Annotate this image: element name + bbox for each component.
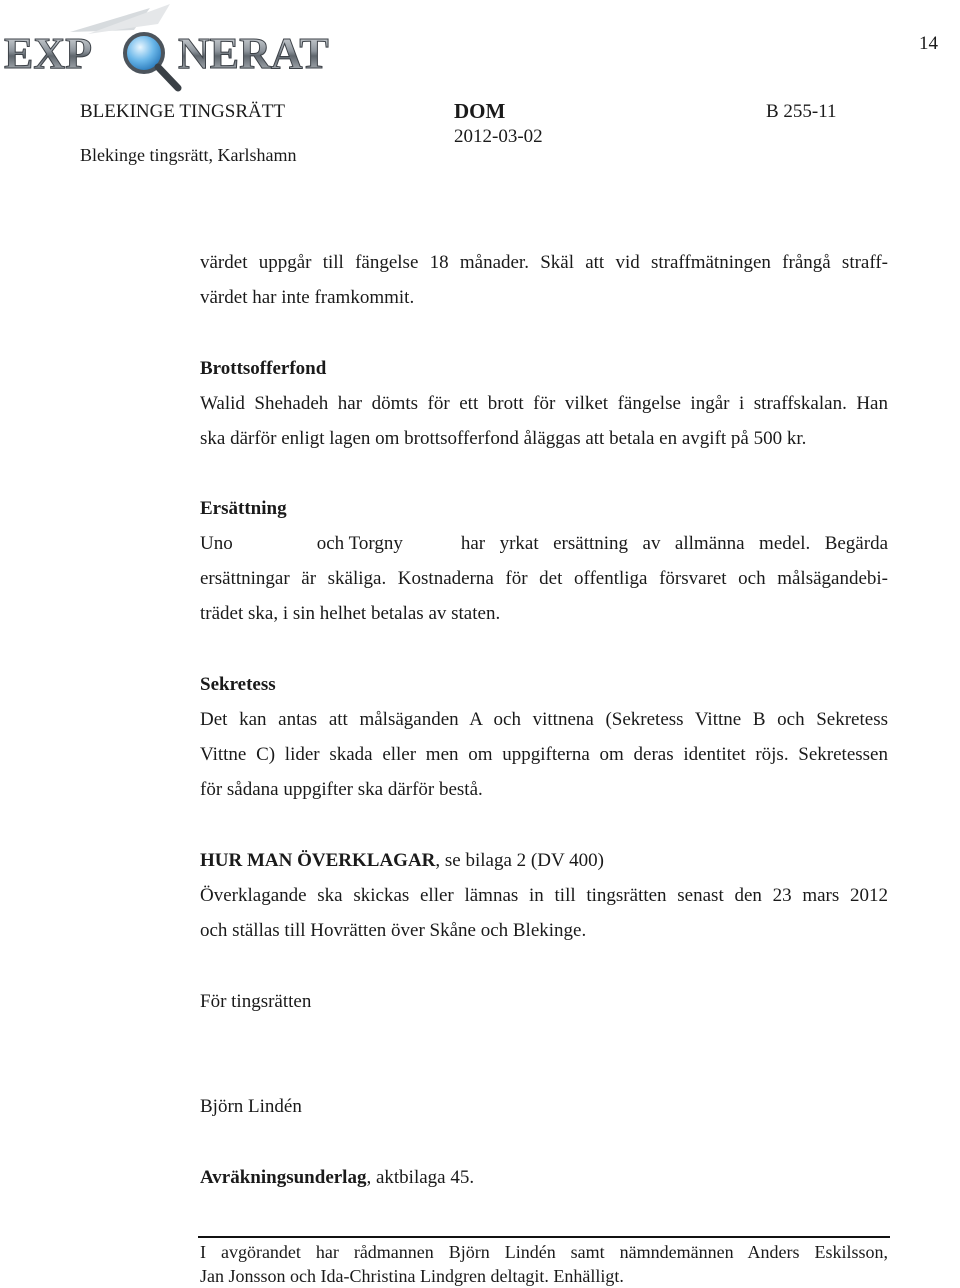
- section-ersattning: [200, 491, 888, 631]
- paragraph-line: Överklagande ska skickas eller lämnas in till tingsrätten senast den 23 mars 2012: [200, 885, 888, 906]
- party-name-uno: Uno: [200, 533, 233, 554]
- magnifier-icon: [125, 34, 178, 88]
- paragraph-line: ska därför enligt lagen om brottsofferfond åläggas att betala en avgift på 500 kr.: [200, 428, 807, 449]
- paragraph-line: Vittne C) lider skada eller men om uppgifterna om deras identitet röjs. Sekretessen: [200, 744, 888, 765]
- section-appeal: [200, 843, 888, 948]
- section-brottsofferfond: [200, 351, 888, 456]
- redacted-gap: [403, 526, 461, 561]
- intro-paragraph: [200, 245, 888, 315]
- court-location: Blekinge tingsrätt, Karlshamn: [80, 145, 297, 165]
- paragraph-line: för sådana uppgifter ska därför bestå.: [200, 779, 483, 800]
- section-heading: Ersättning: [200, 498, 287, 519]
- page-number: 14: [919, 33, 938, 54]
- court-name: BLEKINGE TINGSRÄTT: [80, 101, 285, 122]
- logo-text-left: EXP: [4, 29, 92, 78]
- claim-text: har yrkat ersättning av allmänna medel. Begärda: [460, 533, 888, 554]
- section-heading: Brottsofferfond: [200, 358, 327, 379]
- section-sekretess: [200, 667, 888, 807]
- attachment-suffix: , aktbilaga 45.: [366, 1167, 475, 1188]
- appeal-heading-line: [200, 843, 888, 878]
- paragraph-line: [200, 526, 888, 561]
- party-name-torgny: och Torgny: [316, 533, 403, 554]
- case-number: B 255-11: [766, 101, 837, 122]
- document-type: DOM: [454, 99, 506, 123]
- attachment-reference: [200, 1160, 888, 1195]
- footer-divider: [198, 1236, 890, 1238]
- intro-line-1: värdet uppgår till fängelse 18 månader. Skäl att vid straffmätningen frångå straff-: [200, 252, 888, 273]
- paragraph-line: Det kan antas att målsäganden A och vittnena (Sekretess Vittne B och Sekretess: [200, 709, 888, 730]
- for-court-label: För tingsrätten: [200, 991, 312, 1012]
- paragraph-line: och ställas till Hovrätten över Skåne och Blekinge.: [200, 920, 587, 941]
- signatory-name: Björn Lindén: [200, 1096, 302, 1117]
- section-heading: Sekretess: [200, 674, 276, 695]
- appeal-heading-suffix: , se bilaga 2 (DV 400): [435, 850, 604, 871]
- footer-note: [200, 1240, 888, 1288]
- document-date: 2012-03-02: [454, 126, 543, 147]
- logo-text-right: NERAT: [178, 29, 329, 78]
- exponerat-logo: [0, 0, 329, 95]
- attachment-label: Avräkningsunderlag: [200, 1167, 367, 1188]
- intro-line-2: värdet har inte framkommit.: [200, 287, 415, 308]
- section-heading: HUR MAN ÖVERKLAGAR: [200, 850, 436, 871]
- redacted-gap: [233, 526, 317, 561]
- paragraph-line: ersättningar är skäliga. Kostnaderna för det offentliga försvaret och målsägandebi-: [200, 568, 888, 589]
- footer-line-2: Jan Jonsson och Ida-Christina Lindgren deltagit. Enhälligt.: [200, 1266, 624, 1286]
- paragraph-line: trädet ska, i sin helhet betalas av staten.: [200, 603, 501, 624]
- footer-line-1: I avgörandet har rådmannen Björn Lindén samt nämndemännen Anders Eskilsson,: [200, 1242, 888, 1262]
- paragraph-line: Walid Shehadeh har dömts för ett brott för vilket fängelse ingår i straffskalan. Han: [200, 393, 888, 414]
